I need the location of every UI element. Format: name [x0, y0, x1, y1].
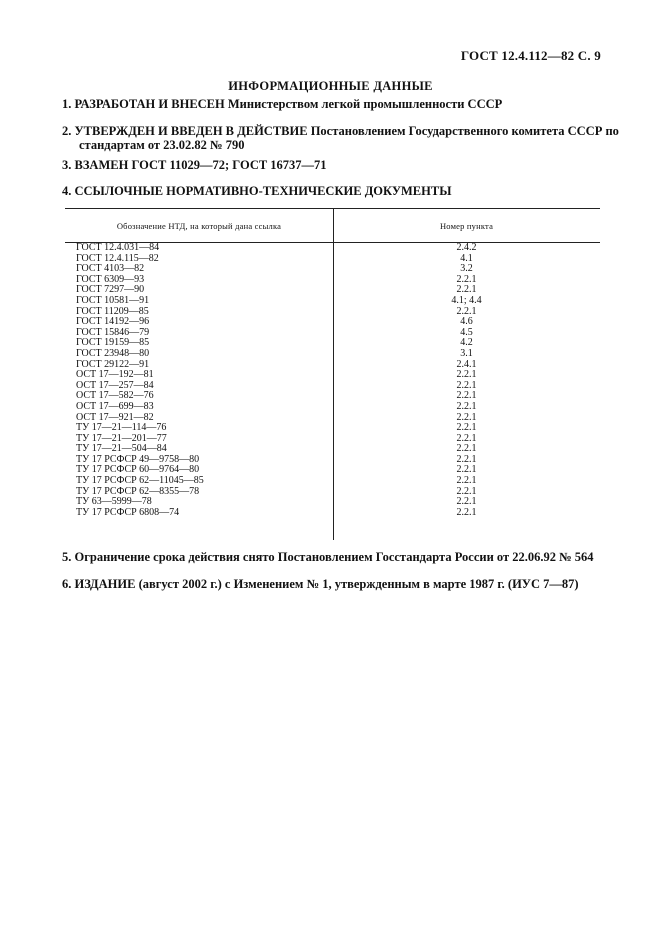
- ntd-designation: ГОСТ 14192—96: [76, 316, 150, 328]
- table-row: [65, 349, 600, 360]
- ntd-designation: ОСТ 17—257—84: [76, 379, 154, 391]
- item-lead: РАЗРАБОТАН И ВНЕСЕН: [74, 97, 225, 111]
- ntd-designation: ОСТ 17—192—81: [76, 369, 154, 381]
- item-lead: ВЗАМЕН ГОСТ 11029—72; ГОСТ 16737—71: [74, 158, 327, 172]
- clause-number: 2.2.1: [456, 411, 477, 423]
- item-number: 3.: [62, 158, 72, 172]
- ntd-designation: ГОСТ 12.4.115—82: [76, 252, 159, 264]
- item-text: Министерством легкой промышленности СССР: [227, 97, 503, 111]
- clause-number: 3.1: [460, 347, 473, 359]
- ntd-designation: ТУ 17 РСФСР 62—8355—78: [76, 485, 200, 497]
- clause-number: 2.2.1: [456, 284, 477, 296]
- clause-number: 2.2.1: [456, 475, 477, 487]
- ntd-designation: ГОСТ 15846—79: [76, 326, 150, 338]
- clause-number: 2.2.1: [456, 485, 477, 497]
- table-row: [65, 243, 600, 254]
- ntd-designation: ТУ 17 РСФСР 49—9758—80: [76, 453, 200, 465]
- ntd-designation: ТУ 17 РСФСР 6808—74: [76, 506, 180, 518]
- ntd-designation: ТУ 17—21—201—77: [76, 432, 167, 444]
- clause-number: 2.2.1: [456, 379, 477, 391]
- ntd-designation: ТУ 17—21—114—76: [76, 422, 167, 434]
- item-1: [62, 97, 622, 111]
- item-number: 5.: [62, 550, 72, 564]
- ntd-designation: ГОСТ 7297—90: [76, 284, 145, 296]
- item-text: (август 2002 г.) с Изменением № 1, утвержденным в марте 1987 г. (ИУС 7—87): [138, 577, 579, 591]
- clause-number: 2.2.1: [456, 432, 477, 444]
- ntd-designation: ГОСТ 6309—93: [76, 273, 145, 285]
- table-row: [65, 296, 600, 307]
- clause-number: 4.2: [460, 337, 473, 349]
- clause-number: 2.2.1: [456, 464, 477, 476]
- clause-number: 2.2.1: [456, 453, 477, 465]
- clause-number: 2.2.1: [456, 443, 477, 455]
- column-header-designation: Обозначение НТД, на который дана ссылка: [116, 221, 282, 231]
- item-lead: УТВЕРЖДЕН И ВВЕДЕН В ДЕЙСТВИЕ: [74, 124, 308, 138]
- table-row: [65, 508, 600, 519]
- clause-number: 2.2.1: [456, 422, 477, 434]
- ntd-designation: ГОСТ 29122—91: [76, 358, 150, 370]
- page-header: ГОСТ 12.4.112—82 С. 9: [460, 48, 601, 63]
- clause-number: 4.1; 4.4: [451, 294, 482, 306]
- table-row: [65, 264, 600, 275]
- item-4: [62, 184, 622, 198]
- table-row: [65, 402, 600, 413]
- item-number: 6.: [62, 577, 72, 591]
- ntd-designation: ТУ 17 РСФСР 60—9764—80: [76, 464, 200, 476]
- clause-number: 4.1: [460, 252, 473, 264]
- ntd-designation: ГОСТ 10581—91: [76, 294, 150, 306]
- clause-number: 2.2.1: [456, 369, 477, 381]
- item-lead: ИЗДАНИЕ: [74, 577, 136, 591]
- item-text: Ограничение срока действия снято Постановлением Госстандарта России от 22.06.92 № 564: [74, 550, 594, 564]
- clause-number: 2.2.1: [456, 273, 477, 285]
- clause-number: 2.2.1: [456, 506, 477, 518]
- item-5: [62, 550, 622, 564]
- ntd-designation: ОСТ 17—699—83: [76, 400, 154, 412]
- item-3: [62, 158, 622, 172]
- clause-number: 2.2.1: [456, 496, 477, 508]
- table-body: [65, 243, 600, 518]
- item-number: 4.: [62, 184, 72, 198]
- item-2: [62, 124, 622, 152]
- page-title: ИНФОРМАЦИОННЫЕ ДАННЫЕ: [228, 79, 433, 93]
- column-header-clause: Номер пункта: [439, 221, 494, 231]
- clause-number: 2.2.1: [456, 305, 477, 317]
- item-continuation: стандартам от 23.02.82 № 790: [79, 138, 245, 152]
- clause-number: 4.6: [460, 316, 473, 328]
- ntd-designation: ГОСТ 12.4.031—84: [76, 242, 160, 253]
- clause-number: 2.4.2: [456, 242, 477, 253]
- ntd-designation: ГОСТ 4103—82: [76, 263, 145, 275]
- table-row: [65, 254, 600, 265]
- item-number: 2.: [62, 124, 72, 138]
- ntd-designation: ТУ 63—5999—78: [76, 496, 152, 508]
- clause-number: 3.2: [460, 263, 473, 275]
- ntd-designation: ТУ 17 РСФСР 62—11045—85: [76, 475, 204, 487]
- clause-number: 4.5: [460, 326, 473, 338]
- ntd-designation: ОСТ 17—921—82: [76, 411, 154, 423]
- clause-number: 2.2.1: [456, 400, 477, 412]
- item-6: [62, 577, 622, 591]
- clause-number: 2.2.1: [456, 390, 477, 402]
- table-row: [65, 275, 600, 286]
- ntd-designation: ТУ 17—21—504—84: [76, 443, 167, 455]
- clause-number: 2.4.1: [456, 358, 477, 370]
- item-text: Постановлением Государственного комитета СССР по: [310, 124, 619, 138]
- ntd-designation: ОСТ 17—582—76: [76, 390, 154, 402]
- ntd-designation: ГОСТ 23948—80: [76, 347, 150, 359]
- item-number: 1.: [62, 97, 72, 111]
- ntd-designation: ГОСТ 11209—85: [76, 305, 149, 317]
- ntd-designation: ГОСТ 19159—85: [76, 337, 150, 349]
- item-lead: ССЫЛОЧНЫЕ НОРМАТИВНО-ТЕХНИЧЕСКИЕ ДОКУМЕНТЫ: [74, 184, 452, 198]
